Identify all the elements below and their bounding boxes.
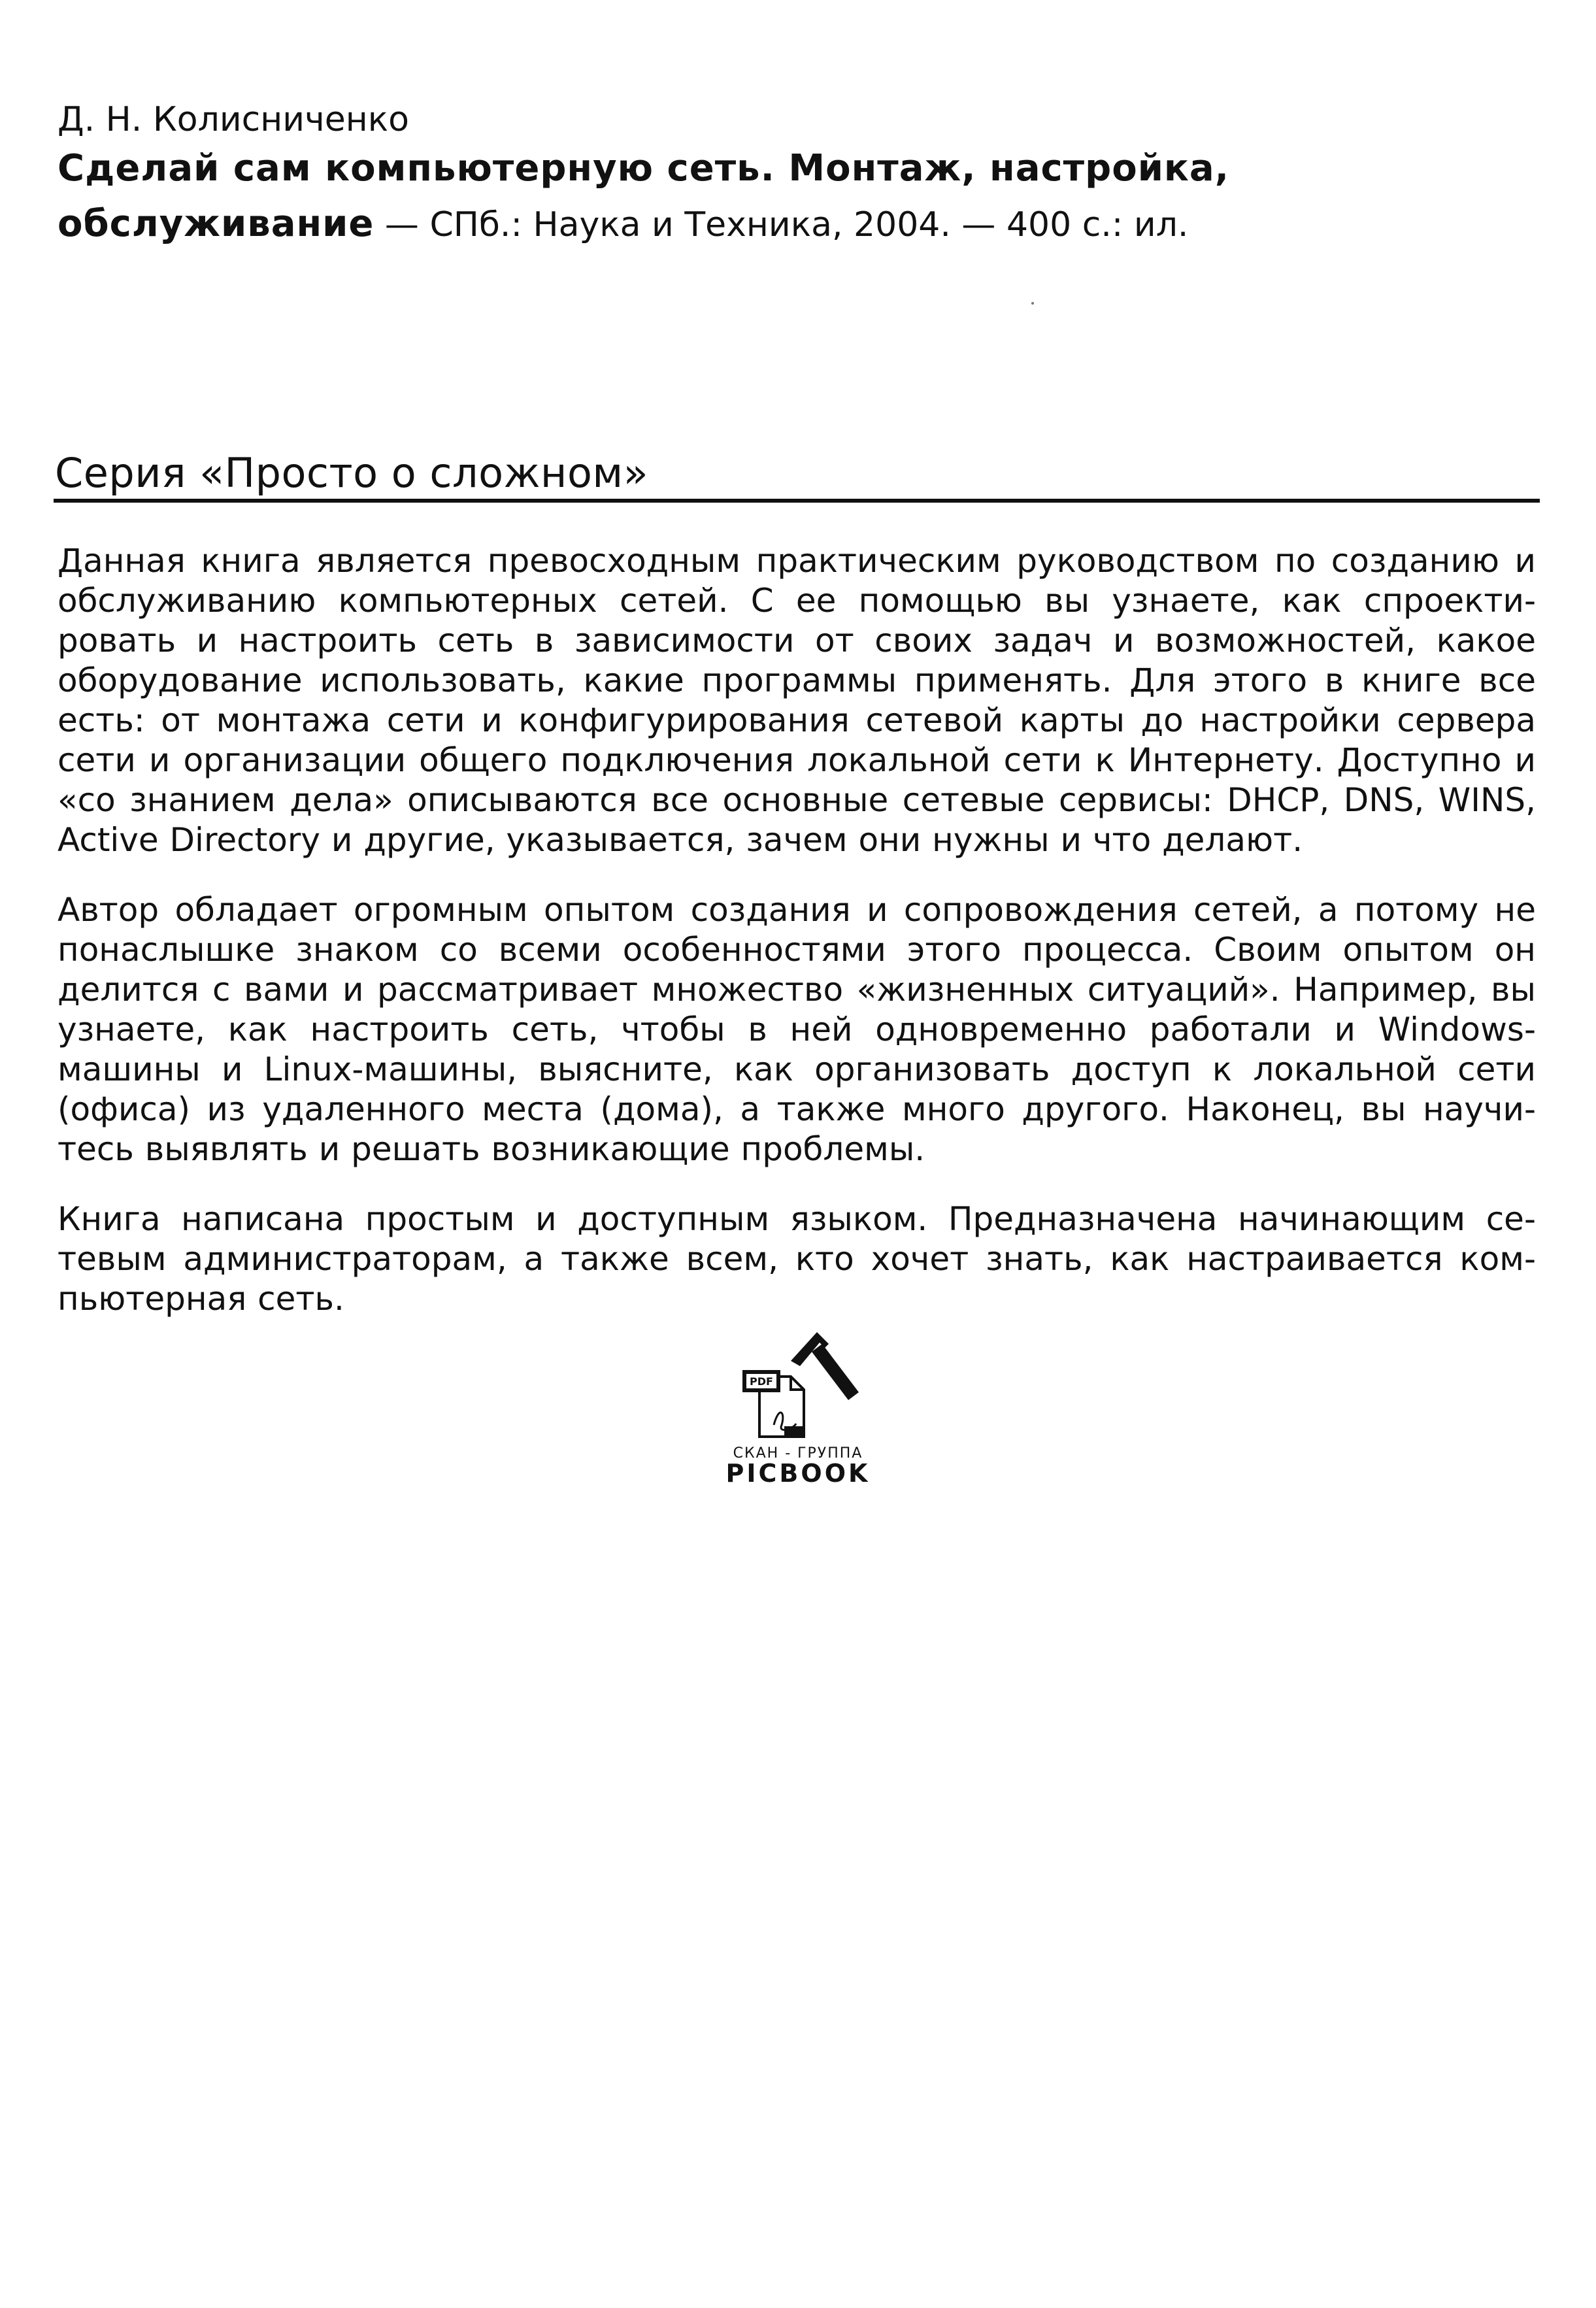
logo-caption [712, 1445, 884, 1488]
scan-group-logo-graphic [714, 1314, 884, 1445]
abstract-paragraph: Книга написана простым и доступным языком. Предназначена начинающим сетевым администраторам, а также всем, кто хочет знать, как настраивается компьютерная сеть. [58, 1200, 1536, 1318]
abstract [58, 541, 1536, 1349]
logo-caption-big: PICBOOK [725, 1459, 871, 1488]
abstract-paragraph: Автор обладает огромным опытом создания и сопровождения сетей, а потому не понаслышке знаком со всеми особенностями этого процесса. Своим опытом он делится с вами и рассматривает множество «жизненных ситуаций». Например, вы узнаете, как настроить сеть, чтобы в ней одновременно работали и Windows-машины и Linux-машины, выясните, как организовать доступ к локальной сети (офиса) из удаленного места (дома), а также много другого. Наконец, вы научитесь выявлять и решать возникающие проблемы. [58, 891, 1536, 1168]
logo-caption-small: СКАН - ГРУППА [733, 1445, 863, 1462]
book-title: Сделай сам компьютерную сеть. Монтаж, настройка, обслуживание [58, 147, 1229, 245]
series-heading: Серия «Просто о сложном» [55, 449, 649, 497]
citation [58, 141, 1528, 252]
bibliographic-entry [58, 98, 1528, 252]
series-rule [54, 499, 1540, 503]
author-name: Д. Н. Колисниченко [58, 100, 409, 139]
abstract-paragraph: Данная книга является превосходным практическим руководством по созданию и обслуживанию компьютерных сетей. С ее помощью вы узнаете, как спроектировать и настроить сеть в зависимости от своих задач и возможностей, какое оборудование использовать, какие программы применять. Для этого в книге все есть: от монтажа сети и конфигурирования сетевой карты до настройки сервера сети и организации общего подключения локальной сети к Интернету. Доступно и «со знанием дела» описываются все основные сетевые сервисы: DHCP, DNS, WINS, Active Directory и другие, указывается, зачем они нужны и что делают. [58, 542, 1536, 859]
pdf-badge-label: PDF [750, 1375, 773, 1388]
imprint: — СПб.: Наука и Техника, 2004. — 400 с.: ил. [374, 205, 1189, 244]
scan-speck [1031, 302, 1034, 305]
